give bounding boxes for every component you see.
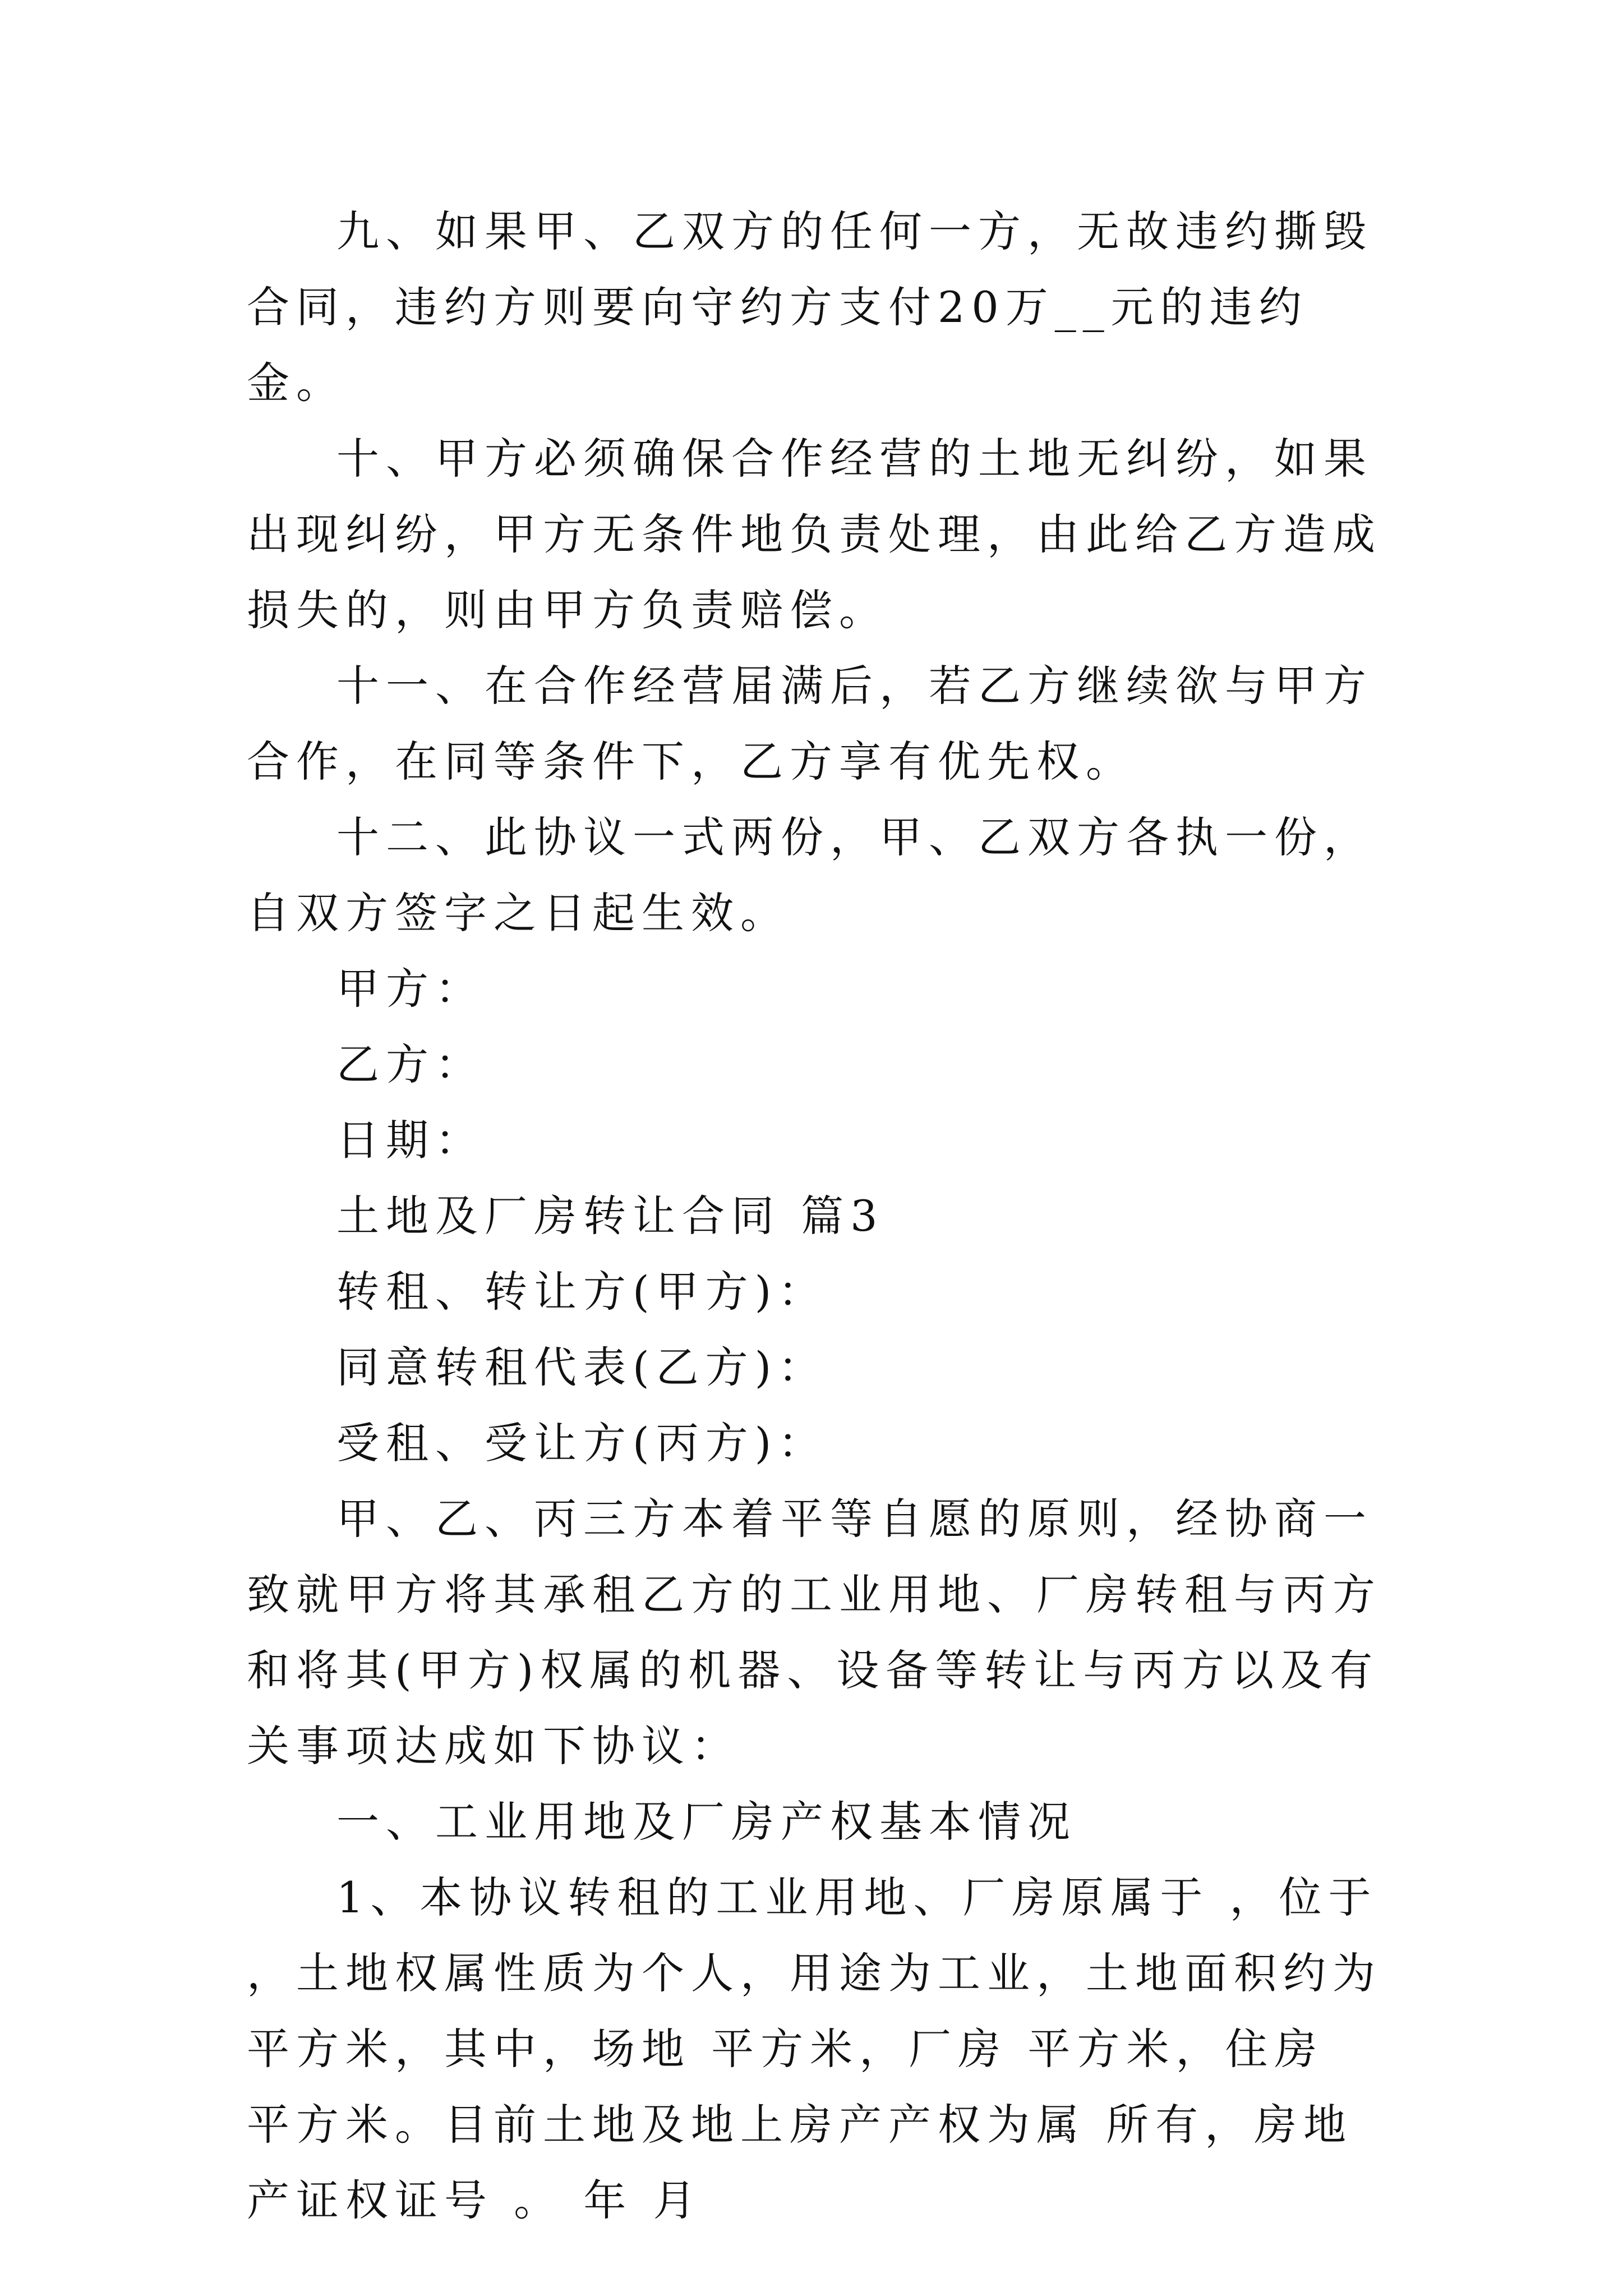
clause-10: 十、甲方必须确保合作经营的土地无纠纷，如果出现纠纷，甲方无条件地负责处理，由此给乙方造成损失的，则由甲方负责赔偿。 bbox=[247, 434, 1382, 635]
party-transferee: 受租、受让方(丙方)： bbox=[336, 1418, 828, 1468]
party-transferor: 转租、转让方(甲方)： bbox=[336, 1267, 828, 1317]
signature-date: 日期： bbox=[336, 1115, 485, 1165]
clause-9: 九、如果甲、乙双方的任何一方，无故违约撕毁合同，违约方则要向守约方支付20万__元的违约金。 bbox=[247, 206, 1373, 408]
clause-1-1: 1、本协议转租的工业用地、厂房原属于 ，位于 ，土地权属性质为个人，用途为工业，土地面积约为 平方米，其中，场地 平方米，厂房 平方米，住房 平方米。目前土地及地上房产产权为属 所有，房地产证权证号 。 年 月 bbox=[247, 1872, 1382, 2225]
document-body bbox=[247, 194, 1391, 2238]
clause-11: 十一、在合作经营届满后，若乙方继续欲与甲方合作，在同等条件下，乙方享有优先权。 bbox=[247, 661, 1373, 786]
party-consent: 同意转租代表(乙方)： bbox=[336, 1342, 828, 1392]
heading-1: 一、工业用地及厂房产权基本情况 bbox=[336, 1797, 1077, 1847]
section-title: 土地及厂房转让合同 篇3 bbox=[336, 1191, 884, 1241]
signature-party-b: 乙方： bbox=[336, 1039, 485, 1089]
clause-12: 十二、此协议一式两份，甲、乙双方各执一份，自双方签字之日起生效。 bbox=[247, 812, 1373, 938]
intro-paragraph: 甲、乙、丙三方本着平等自愿的原则，经协商一致就甲方将其承租乙方的工业用地、厂房转租与丙方和将其(甲方)权属的机器、设备等转让与丙方以及有关事项达成如下协议： bbox=[247, 1494, 1382, 1771]
signature-party-a: 甲方： bbox=[336, 964, 485, 1014]
